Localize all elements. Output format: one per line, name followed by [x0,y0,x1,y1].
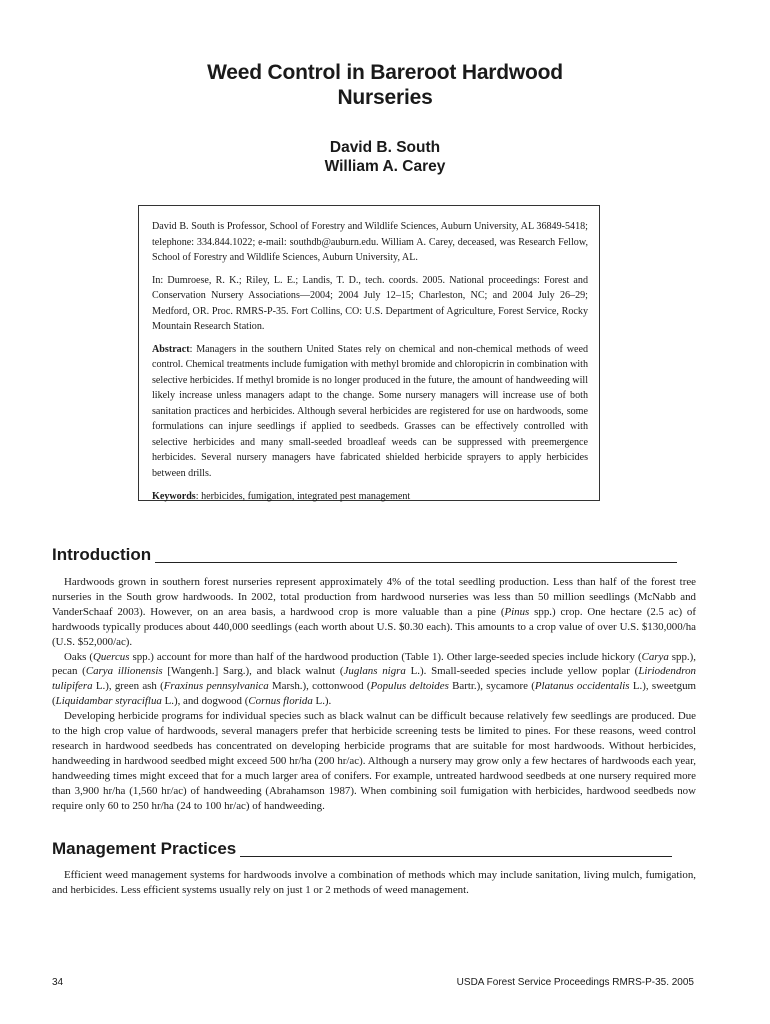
title-line-2: Nurseries [337,86,433,109]
introduction-heading-text: Introduction [52,545,152,564]
heading-rule [155,562,677,563]
affiliation-text: David B. South is Professor, School of Forestry and Wildlife Sciences, Auburn University, AL 36849-5418; telephone: 334.844.1022; e-mail: southdb@auburn.edu. William A. Carey, deceased, was Research Fellow, School of Forestry and Wildlife Sciences, Auburn University, AL. [152,221,588,263]
keywords-text: : herbicides, fumigation, integrated pest management [195,491,411,502]
abstract-label: Abstract [152,343,190,355]
keywords-label: Keywords [152,491,196,502]
intro-paragraph-2: Oaks (Quercus spp.) account for more than half of the hardwood production (Table 1). Other large-seeded species include hickory (Carya spp.), pecan (Carya illionensis [Wangenh.] Sarg.), and black walnut (Juglans nigra L.). Small-seeded species include yellow poplar (Liriodendron tulipifera L.), green ash (Fraxinus pennsylvanica Marsh.), cottonwood (Populus deltoides Bartr.), sycamore (Platanus occidentalis L.), sweetgum (Liquidambar styraciflua L.), and dogwood (Cornus florida L.). [52,650,697,708]
footer-source: USDA Forest Service Proceedings RMRS-P-35. 2005 [456,977,694,988]
front-matter-box [138,205,600,501]
title-line-1: Weed Control in Bareroot Hardwood [207,61,563,84]
page-number: 34 [52,977,64,988]
introduction-heading [52,545,692,565]
abstract-text: : Managers in the southern United States rely on chemical and non-chemical methods of weed control. Chemical treatments include fumigation with methyl bromide and chloropicrin in combination with selective herbicides. If methyl bromide is no longer produced in the future, the amount of handweeding will likely increase unless managers adapt to the change. Some nursery managers will increase use of both sanitation practices and herbicides. Although several herbicides are registered for use on hardwoods, some formulations can injure seedlings if applied to seedbeds. Grasses can be effectively controlled with selective herbicides and many small-seeded broadleaf weeds can be suppressed with preemergence herbicides. Several nursery managers have fabricated shielded herbicide sprayers to apply herbicides between drills. [152,343,588,479]
introduction-body [52,575,696,814]
author-2: William A. Carey [324,158,446,175]
management-heading-text: Management Practices [52,839,237,858]
intro-paragraph-3: Developing herbicide programs for individual species such as black walnut can be difficult because relatively few seedlings are produced. Due to the high crop value of hardwoods, several managers prefer that herbicide screening tests be limited to pines. For these reasons, weed control research in hardwood seedbeds has concentrated on developing herbicide programs that are suitable for most hardwoods. Without herbicides, handweeding in hardwood seedbed might exceed 500 hr/ha (200 hr/ac). Although a nursery may grow only a few hectares of hardwoods each year, handweeding times might exceed that for a much larger area of conifers. For example, untreated hardwood seedbeds at one nursery required more than 3,900 hr/ha (1,560 hr/ac) of handweeding (Abrahamson 1987). When combining soil fumigation with herbicides, hardwood seedbeds now require only 60 to 250 hr/ha (24 to 100 hr/ac) of handweeding. [52,710,696,812]
intro-paragraph-1: Hardwoods grown in southern forest nurseries represent approximately 4% of the total seedling production. Less than half of the forest tree nurseries in the South grow hardwoods. In 2002, total production from hardwood nurseries was less than 50 million seedlings (McNabb and VanderSchaaf 2003). However, on an area basis, a hardwood crop is more valuable than a pine (Pinus spp.) crop. One hectare (2.5 ac) of hardwoods typically produces about 440,000 seedlings (each worth about U.S. $0.30 each). This amounts to a crop value of over U.S. $130,000/ha (U.S. $52,000/ac). [52,576,696,648]
management-body [52,868,696,898]
citation-text: In: Dumroese, R. K.; Riley, L. E.; Landis, T. D., tech. coords. 2005. National proceedings: Forest and Conservation Nursery Associations—2004; 2004 July 12–15; Charleston, NC; and 2004 July 26–29; Medford, OR. Proc. RMRS-P-35. Fort Collins, CO: U.S. Department of Agriculture, Forest Service, Rocky Mountain Research Station. [152,274,588,332]
heading-rule [240,856,672,857]
management-heading [52,839,692,859]
author-1: David B. South [329,139,441,156]
paper-title [100,60,670,110]
management-paragraph-1: Efficient weed management systems for hardwoods involve a combination of methods which may include sanitation, living mulch, fumigation, and herbicides. Less efficient systems usually rely on just 1 or 2 methods of weed management. [52,869,696,896]
keywords [152,489,588,505]
abstract [152,342,588,482]
